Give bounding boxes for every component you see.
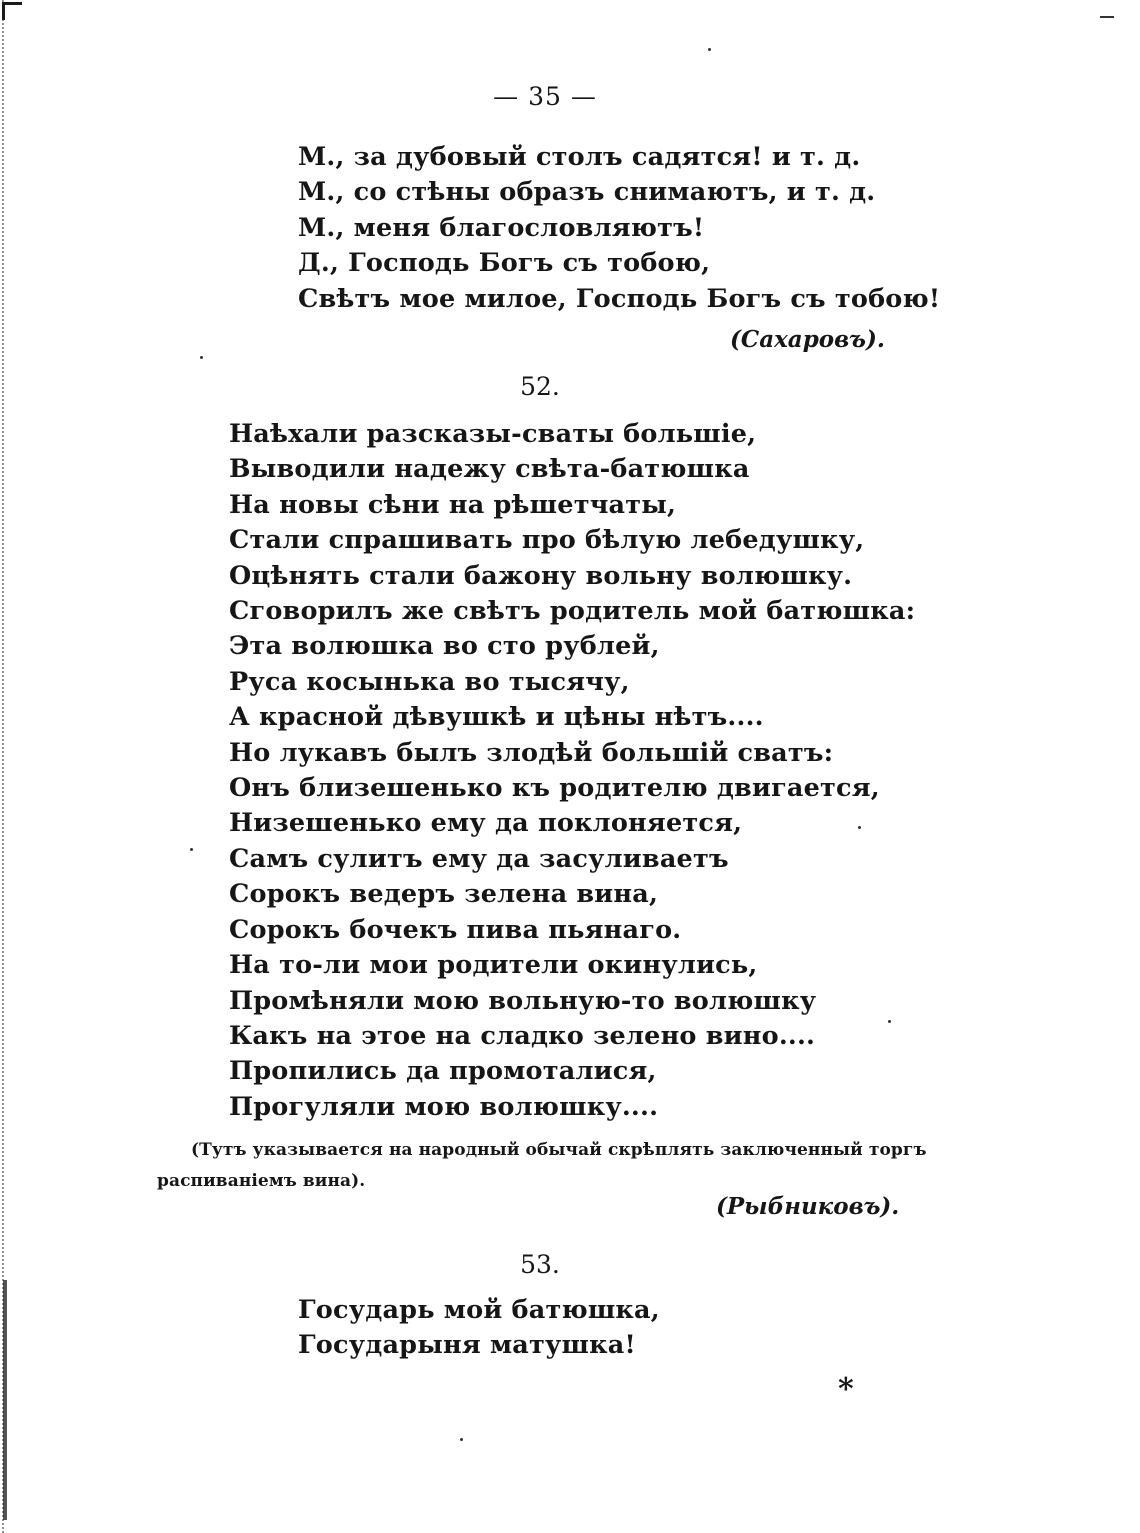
verse-line: А красной дѣвушкѣ и цѣны нѣтъ.... xyxy=(229,702,764,733)
song-number-52: 52. xyxy=(520,372,560,401)
song-53-verse xyxy=(298,1293,660,1364)
verse-line: Государыня матушка! xyxy=(298,1330,636,1361)
attribution-rybnikov: (Рыбниковъ). xyxy=(716,1193,900,1220)
scan-binding-shadow xyxy=(3,1280,7,1520)
verse-line: Руса косынька во тысячу, xyxy=(229,666,630,697)
verse-line: М., со стѣны образъ снимаютъ, и т. д. xyxy=(298,177,876,208)
verse-line: Сорокъ бочекъ пива пьянаго. xyxy=(229,914,682,945)
verse-line: Низешенько ему да поклоняется, xyxy=(229,808,743,839)
verse-line: М., меня благословляютъ! xyxy=(298,212,705,243)
verse-line: Выводили надежу свѣта-батюшка xyxy=(229,454,750,485)
verse-line: На новы сѣни на рѣшетчаты, xyxy=(229,489,677,520)
scan-dash-mark xyxy=(1100,16,1114,18)
verse-line: Прогуляли мою волюшку.... xyxy=(229,1091,659,1122)
verse-line: Наѣхали разсказы-сваты большіе, xyxy=(229,419,757,449)
attribution-sakharov: (Сахаровъ). xyxy=(730,326,885,353)
verse-line: Д., Господь Богъ съ тобою, xyxy=(298,248,711,279)
verse-line: Оцѣнять стали бажону вольну волюшку. xyxy=(229,560,853,591)
verse-line: Промѣняли мою вольную-то волюшку xyxy=(229,985,817,1016)
footer-asterisk: * xyxy=(838,1372,854,1407)
editorial-note xyxy=(157,1135,947,1197)
verse-line: Государь мой батюшка, xyxy=(298,1295,660,1325)
note-line: (Тутъ указывается на народный обычай скрѣплять заключенный торгъ xyxy=(191,1140,927,1160)
verse-line: Эта волюшка во сто рублей, xyxy=(229,631,660,662)
verse-line: Самъ сулитъ ему да засуливаетъ xyxy=(229,843,729,874)
song-52-verse xyxy=(229,417,915,1125)
page-number: — 35 — xyxy=(493,82,597,111)
verse-line: Но лукавъ былъ злодѣй большій сватъ: xyxy=(229,737,834,768)
verse-line: На то-ли мои родители окинулись, xyxy=(229,950,758,981)
song-number-53: 53. xyxy=(520,1250,560,1279)
note-line: распиваніемъ вина). xyxy=(157,1171,366,1191)
scan-speck xyxy=(460,1438,463,1441)
verse-line: Сговорилъ же свѣтъ родитель мой батюшка: xyxy=(229,596,916,627)
verse-line: Свѣтъ мое милое, Господь Богъ съ тобою! xyxy=(298,283,941,314)
verse-line: М., за дубовый столъ садятся! и т. д. xyxy=(298,142,861,172)
verse-line: Онъ близешенько къ родителю двигается, xyxy=(229,773,880,804)
verse-line: Какъ на этое на сладко зелено вино.... xyxy=(229,1020,816,1051)
top-stanza xyxy=(298,140,940,317)
scan-speck xyxy=(200,356,203,359)
verse-line: Сорокъ ведеръ зелена вина, xyxy=(229,879,659,910)
scan-speck xyxy=(708,48,711,51)
scan-speck xyxy=(190,848,193,851)
verse-line: Стали спрашивать про бѣлую лебедушку, xyxy=(229,525,865,556)
scan-corner-mark xyxy=(2,2,22,5)
verse-line: Пропились да промоталися, xyxy=(229,1056,657,1087)
